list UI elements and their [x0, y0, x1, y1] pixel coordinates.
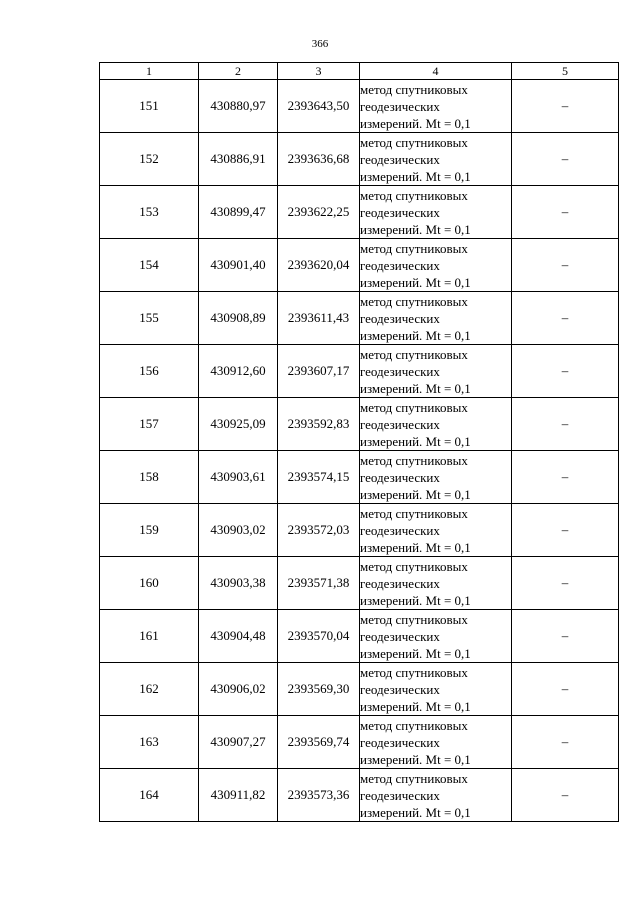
method-text-line: геодезических — [360, 310, 440, 326]
y-coordinate-cell: 2393570,04 — [278, 610, 360, 663]
method-text-line: метод спутниковых — [360, 293, 468, 309]
table-row — [100, 504, 619, 557]
method-cell — [360, 451, 512, 504]
method-text-line: измерений. Mt = 0,1 — [360, 433, 471, 449]
method-text-line: геодезических — [360, 363, 440, 379]
method-text-line: геодезических — [360, 204, 440, 220]
method-text-line: измерений. Mt = 0,1 — [360, 486, 471, 502]
method-text-line: измерений. Mt = 0,1 — [360, 539, 471, 555]
method-text-line: метод спутниковых — [360, 452, 468, 468]
table-row — [100, 557, 619, 610]
note-cell: – — [512, 716, 619, 769]
note-cell: – — [512, 292, 619, 345]
table-row — [100, 716, 619, 769]
y-coordinate-cell: 2393643,50 — [278, 80, 360, 133]
y-coordinate-cell: 2393573,36 — [278, 769, 360, 822]
method-text-line: метод спутниковых — [360, 611, 468, 627]
method-cell — [360, 292, 512, 345]
method-cell — [360, 239, 512, 292]
method-text-line: геодезических — [360, 416, 440, 432]
note-cell: – — [512, 451, 619, 504]
method-cell — [360, 610, 512, 663]
method-text-line: измерений. Mt = 0,1 — [360, 168, 471, 184]
note-cell: – — [512, 769, 619, 822]
method-text-line: геодезических — [360, 681, 440, 697]
method-text-line: метод спутниковых — [360, 558, 468, 574]
table-row — [100, 239, 619, 292]
table-row — [100, 80, 619, 133]
method-cell — [360, 345, 512, 398]
note-cell: – — [512, 557, 619, 610]
point-number-cell: 152 — [100, 133, 199, 186]
point-number-cell: 153 — [100, 186, 199, 239]
method-cell — [360, 769, 512, 822]
method-cell — [360, 398, 512, 451]
method-text-line: геодезических — [360, 628, 440, 644]
table-row — [100, 451, 619, 504]
x-coordinate-cell: 430907,27 — [199, 716, 278, 769]
method-text-line: геодезических — [360, 151, 440, 167]
column-header-1: 1 — [100, 63, 199, 80]
method-text-line: измерений. Mt = 0,1 — [360, 592, 471, 608]
y-coordinate-cell: 2393572,03 — [278, 504, 360, 557]
note-cell: – — [512, 398, 619, 451]
y-coordinate-cell: 2393607,17 — [278, 345, 360, 398]
method-text-line: метод спутниковых — [360, 81, 468, 97]
note-cell: – — [512, 239, 619, 292]
point-number-cell: 160 — [100, 557, 199, 610]
column-header-5: 5 — [512, 63, 619, 80]
method-text-line: измерений. Mt = 0,1 — [360, 380, 471, 396]
y-coordinate-cell: 2393569,74 — [278, 716, 360, 769]
table-row — [100, 610, 619, 663]
method-text-line: метод спутниковых — [360, 187, 468, 203]
method-text-line: геодезических — [360, 787, 440, 803]
y-coordinate-cell: 2393592,83 — [278, 398, 360, 451]
method-text-line: измерений. Mt = 0,1 — [360, 698, 471, 714]
method-cell — [360, 557, 512, 610]
method-text-line: измерений. Mt = 0,1 — [360, 221, 471, 237]
method-text-line: метод спутниковых — [360, 399, 468, 415]
table-row — [100, 345, 619, 398]
point-number-cell: 163 — [100, 716, 199, 769]
method-cell — [360, 133, 512, 186]
point-number-cell: 161 — [100, 610, 199, 663]
table-row — [100, 769, 619, 822]
method-text-line: метод спутниковых — [360, 770, 468, 786]
method-text-line: измерений. Mt = 0,1 — [360, 115, 471, 131]
point-number-cell: 155 — [100, 292, 199, 345]
table-row — [100, 292, 619, 345]
point-number-cell: 154 — [100, 239, 199, 292]
x-coordinate-cell: 430904,48 — [199, 610, 278, 663]
method-text-line: измерений. Mt = 0,1 — [360, 327, 471, 343]
note-cell: – — [512, 610, 619, 663]
point-number-cell: 162 — [100, 663, 199, 716]
method-text-line: метод спутниковых — [360, 717, 468, 733]
note-cell: – — [512, 504, 619, 557]
x-coordinate-cell: 430925,09 — [199, 398, 278, 451]
y-coordinate-cell: 2393569,30 — [278, 663, 360, 716]
method-text-line: метод спутниковых — [360, 346, 468, 362]
table-row — [100, 186, 619, 239]
method-cell — [360, 504, 512, 557]
note-cell: – — [512, 345, 619, 398]
method-text-line: метод спутниковых — [360, 134, 468, 150]
x-coordinate-cell: 430899,47 — [199, 186, 278, 239]
table-row — [100, 663, 619, 716]
method-text-line: метод спутниковых — [360, 505, 468, 521]
method-text-line: метод спутниковых — [360, 240, 468, 256]
x-coordinate-cell: 430886,91 — [199, 133, 278, 186]
page-number: 366 — [311, 38, 329, 50]
note-cell: – — [512, 663, 619, 716]
point-number-cell: 157 — [100, 398, 199, 451]
x-coordinate-cell: 430903,61 — [199, 451, 278, 504]
x-coordinate-cell: 430912,60 — [199, 345, 278, 398]
y-coordinate-cell: 2393611,43 — [278, 292, 360, 345]
method-text-line: измерений. Mt = 0,1 — [360, 804, 471, 820]
table-row — [100, 133, 619, 186]
x-coordinate-cell: 430906,02 — [199, 663, 278, 716]
x-coordinate-cell: 430901,40 — [199, 239, 278, 292]
point-number-cell: 164 — [100, 769, 199, 822]
header-row — [100, 63, 619, 80]
method-text-line: измерений. Mt = 0,1 — [360, 751, 471, 767]
x-coordinate-cell: 430880,97 — [199, 80, 278, 133]
x-coordinate-cell: 430908,89 — [199, 292, 278, 345]
note-cell: – — [512, 186, 619, 239]
method-text-line: геодезических — [360, 257, 440, 273]
method-text-line: геодезических — [360, 575, 440, 591]
method-text-line: измерений. Mt = 0,1 — [360, 274, 471, 290]
method-text-line: геодезических — [360, 98, 440, 114]
point-number-cell: 151 — [100, 80, 199, 133]
method-text-line: метод спутниковых — [360, 664, 468, 680]
method-cell — [360, 80, 512, 133]
table-row — [100, 398, 619, 451]
x-coordinate-cell: 430903,02 — [199, 504, 278, 557]
column-header-2: 2 — [199, 63, 278, 80]
x-coordinate-cell: 430903,38 — [199, 557, 278, 610]
coordinates-table — [99, 62, 619, 822]
y-coordinate-cell: 2393622,25 — [278, 186, 360, 239]
table-body — [100, 80, 619, 822]
method-text-line: геодезических — [360, 734, 440, 750]
table-header — [100, 63, 619, 80]
column-header-3: 3 — [278, 63, 360, 80]
column-header-4: 4 — [360, 63, 512, 80]
method-text-line: измерений. Mt = 0,1 — [360, 645, 471, 661]
point-number-cell: 158 — [100, 451, 199, 504]
y-coordinate-cell: 2393620,04 — [278, 239, 360, 292]
method-cell — [360, 663, 512, 716]
method-cell — [360, 186, 512, 239]
x-coordinate-cell: 430911,82 — [199, 769, 278, 822]
note-cell: – — [512, 80, 619, 133]
method-text-line: геодезических — [360, 522, 440, 538]
y-coordinate-cell: 2393571,38 — [278, 557, 360, 610]
method-text-line: геодезических — [360, 469, 440, 485]
method-cell — [360, 716, 512, 769]
y-coordinate-cell: 2393574,15 — [278, 451, 360, 504]
point-number-cell: 156 — [100, 345, 199, 398]
point-number-cell: 159 — [100, 504, 199, 557]
note-cell: – — [512, 133, 619, 186]
y-coordinate-cell: 2393636,68 — [278, 133, 360, 186]
